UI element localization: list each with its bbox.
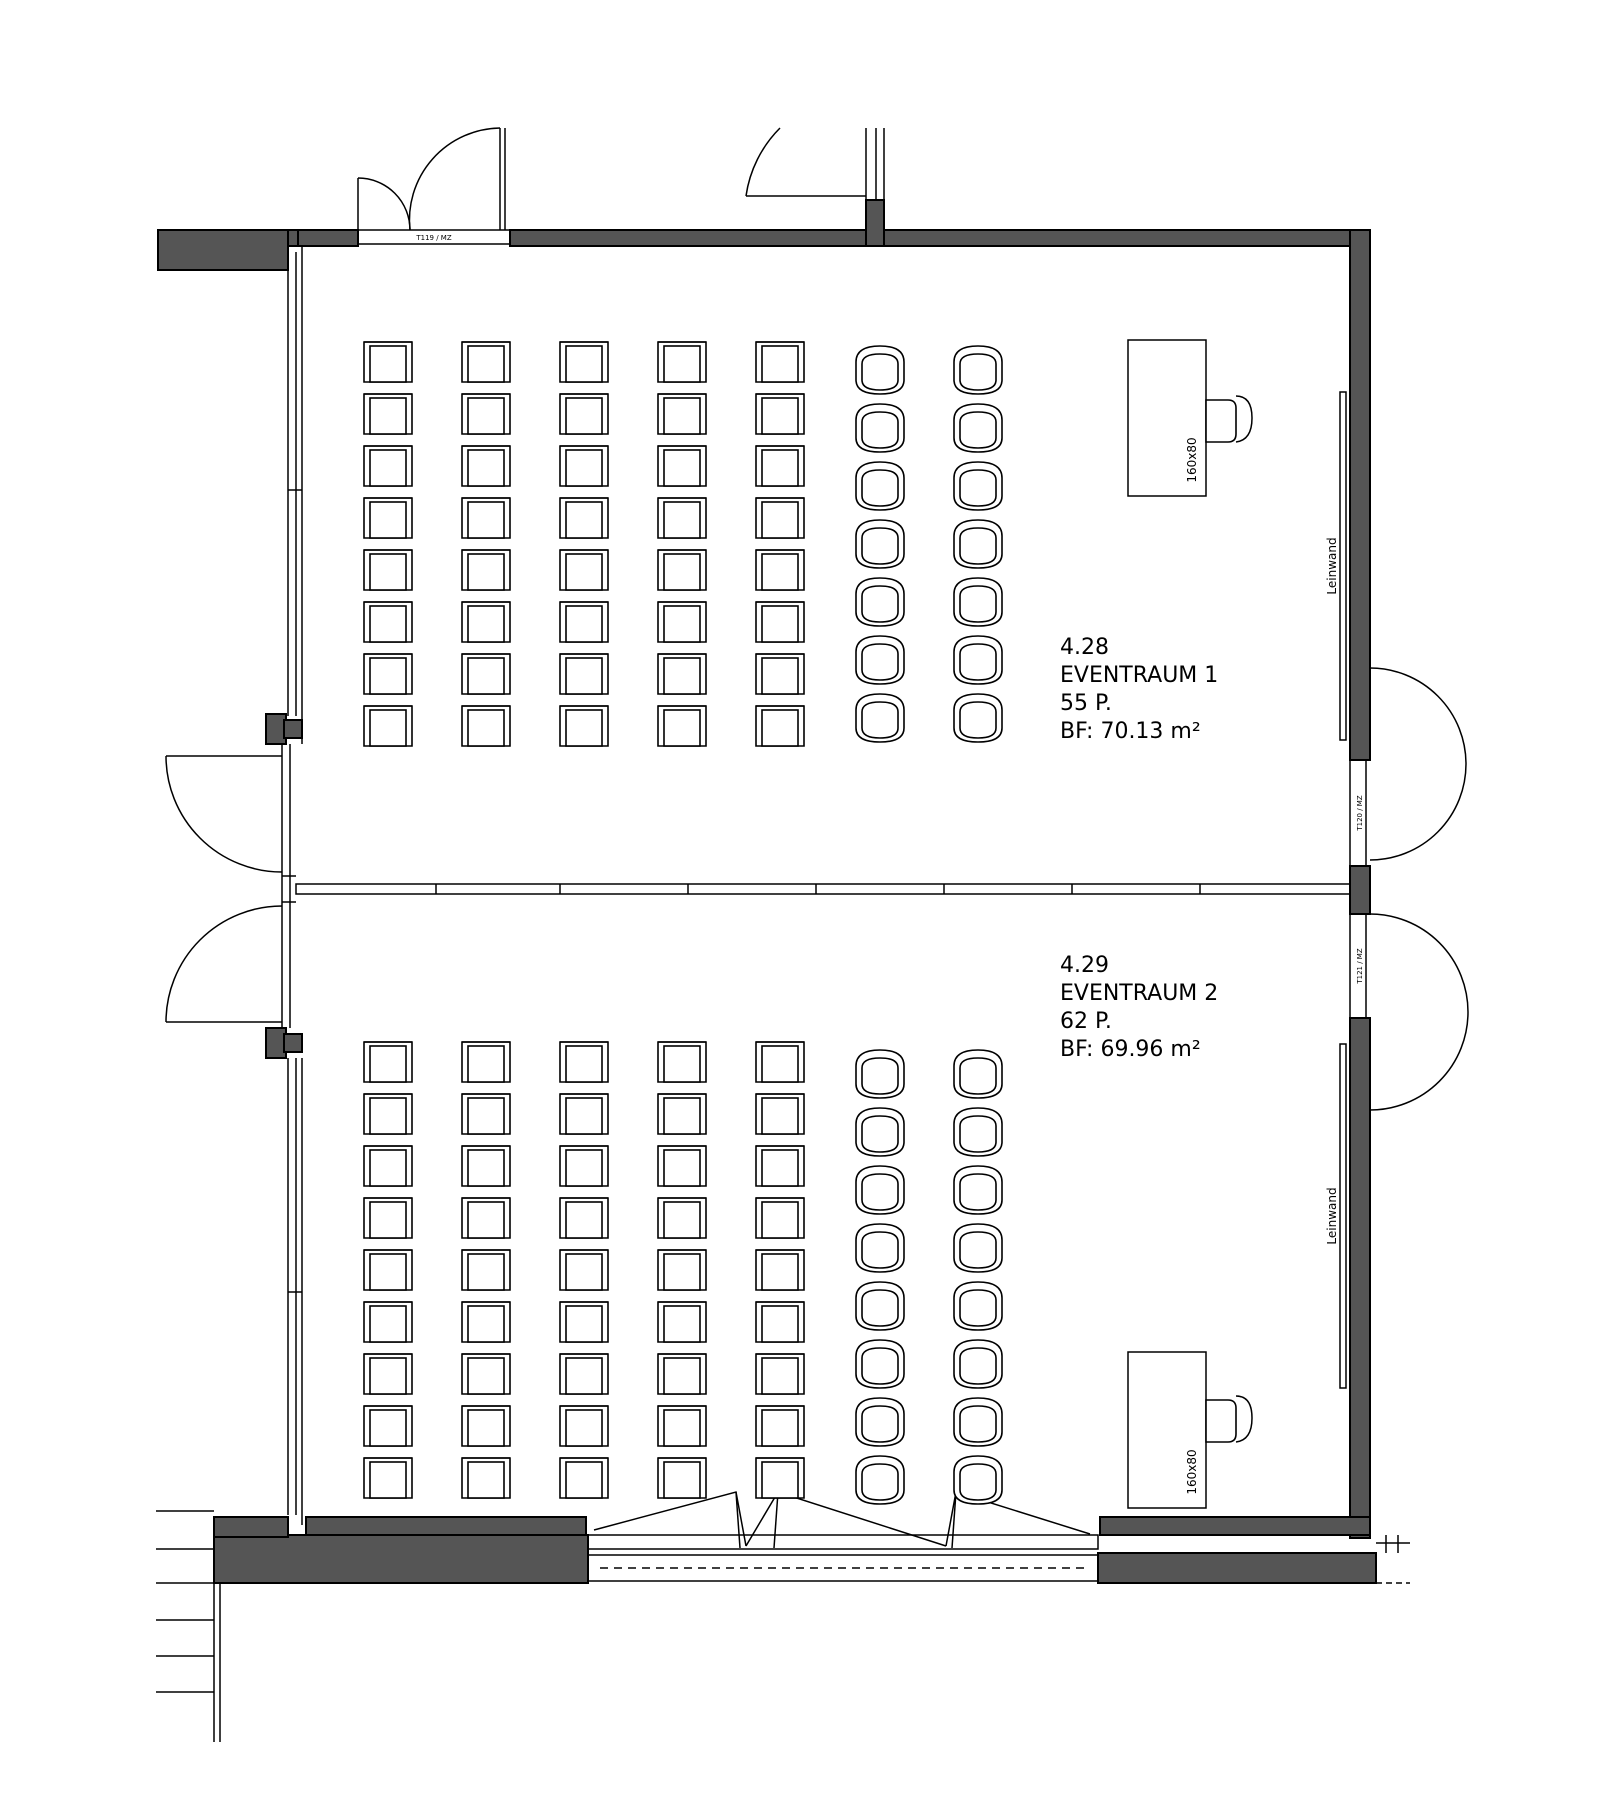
round-chair	[954, 636, 1002, 684]
room-name: EVENTRAUM 1	[1060, 663, 1219, 688]
room-number: 4.29	[1060, 953, 1109, 978]
square-chair	[756, 1250, 804, 1290]
square-chair	[756, 1458, 804, 1498]
desk-room-2	[1128, 1352, 1252, 1508]
door-east-lower-label: T121 / MZ	[1356, 948, 1364, 984]
square-chair	[756, 550, 804, 590]
square-chair	[560, 1146, 608, 1186]
square-chair	[364, 1458, 412, 1498]
square-chair	[364, 446, 412, 486]
round-chair	[856, 636, 904, 684]
square-chair	[756, 342, 804, 382]
square-chair	[364, 342, 412, 382]
round-chair	[856, 1050, 904, 1098]
square-chair	[658, 1094, 706, 1134]
square-chair	[756, 602, 804, 642]
door-west-upper	[166, 756, 282, 872]
square-chair	[658, 1250, 706, 1290]
square-chair	[658, 342, 706, 382]
square-chair	[462, 446, 510, 486]
room-label-2	[1060, 953, 1218, 1062]
square-chair	[756, 394, 804, 434]
square-chair	[462, 550, 510, 590]
square-chair	[364, 1250, 412, 1290]
desk-label-room-1: 160x80	[1185, 437, 1199, 483]
square-chair	[560, 550, 608, 590]
door-west-lower	[166, 906, 282, 1022]
round-chair	[954, 346, 1002, 394]
square-chair	[658, 654, 706, 694]
square-chair	[364, 706, 412, 746]
square-chair	[560, 1458, 608, 1498]
square-chair	[462, 1250, 510, 1290]
square-chair	[364, 1354, 412, 1394]
square-chair	[462, 394, 510, 434]
square-chair	[462, 706, 510, 746]
square-chair	[462, 342, 510, 382]
square-chair	[756, 1094, 804, 1134]
round-chair	[856, 694, 904, 742]
square-chair	[560, 342, 608, 382]
round-chair	[856, 1224, 904, 1272]
square-chair	[462, 1302, 510, 1342]
square-chair	[756, 1042, 804, 1082]
square-chair	[462, 1198, 510, 1238]
square-chair	[364, 1198, 412, 1238]
square-chair	[658, 1354, 706, 1394]
round-chair	[856, 1398, 904, 1446]
square-chair	[756, 498, 804, 538]
round-chair	[954, 694, 1002, 742]
square-chair	[560, 1042, 608, 1082]
round-chair	[856, 462, 904, 510]
square-chair	[560, 394, 608, 434]
round-chair	[954, 1340, 1002, 1388]
square-chair	[462, 654, 510, 694]
square-chair	[462, 1094, 510, 1134]
square-chair	[658, 1146, 706, 1186]
square-chair	[364, 550, 412, 590]
square-chair	[658, 1198, 706, 1238]
square-chair	[462, 498, 510, 538]
screen-room-1	[1325, 392, 1346, 740]
round-chair	[954, 1282, 1002, 1330]
square-chair	[462, 1146, 510, 1186]
square-chair	[658, 1302, 706, 1342]
square-chair	[658, 1458, 706, 1498]
round-chair	[954, 1050, 1002, 1098]
door-east-upper-label: T120 / MZ	[1356, 795, 1364, 831]
square-chair	[462, 1458, 510, 1498]
round-chair	[954, 404, 1002, 452]
square-chair	[560, 602, 608, 642]
square-chair	[364, 654, 412, 694]
desk-label-room-2: 160x80	[1185, 1449, 1199, 1495]
square-chair	[658, 1042, 706, 1082]
square-chair	[658, 446, 706, 486]
round-chair	[954, 578, 1002, 626]
room-number: 4.28	[1060, 635, 1109, 660]
screen-label-room-2: Leinwand	[1325, 1187, 1339, 1245]
round-chair	[954, 1108, 1002, 1156]
square-chair	[560, 654, 608, 694]
square-chair	[560, 1250, 608, 1290]
square-chair	[364, 1094, 412, 1134]
square-chair	[462, 602, 510, 642]
round-chair	[954, 1224, 1002, 1272]
square-chair	[560, 1198, 608, 1238]
round-chair	[856, 346, 904, 394]
square-chair	[364, 1042, 412, 1082]
square-chair	[658, 498, 706, 538]
screen-label-room-1: Leinwand	[1325, 537, 1339, 595]
round-chair	[856, 1340, 904, 1388]
outside-railing-southeast	[1376, 1535, 1410, 1583]
square-chair	[364, 498, 412, 538]
square-chair	[560, 706, 608, 746]
square-chair	[462, 1406, 510, 1446]
square-chair	[364, 394, 412, 434]
round-chair	[954, 520, 1002, 568]
round-chair	[856, 1456, 904, 1504]
square-chair	[364, 1146, 412, 1186]
square-chair	[560, 1094, 608, 1134]
west-glazing	[282, 246, 302, 1525]
square-chair	[658, 394, 706, 434]
square-chair	[756, 1354, 804, 1394]
room-area: BF: 70.13 m²	[1060, 719, 1201, 744]
door-north	[358, 128, 510, 244]
outside-stairs	[156, 1511, 220, 1742]
square-chair	[658, 602, 706, 642]
square-chair	[560, 498, 608, 538]
square-chair	[462, 1354, 510, 1394]
square-chair	[756, 654, 804, 694]
seating	[364, 342, 1002, 1504]
door-north-corridor	[746, 128, 884, 200]
square-chair	[756, 446, 804, 486]
square-chair	[756, 1406, 804, 1446]
round-chair	[856, 1282, 904, 1330]
square-chair	[364, 602, 412, 642]
round-chair	[856, 578, 904, 626]
square-chair	[560, 446, 608, 486]
square-chair	[658, 1406, 706, 1446]
room-capacity: 55 P.	[1060, 691, 1112, 716]
room-area: BF: 69.96 m²	[1060, 1037, 1201, 1062]
desk-room-1	[1128, 340, 1252, 496]
round-chair	[954, 1456, 1002, 1504]
room-partition	[296, 866, 1370, 914]
room-capacity: 62 P.	[1060, 1009, 1112, 1034]
round-chair	[856, 404, 904, 452]
square-chair	[756, 1302, 804, 1342]
square-chair	[560, 1406, 608, 1446]
door-south-folding	[588, 1492, 1098, 1581]
round-chair	[954, 1166, 1002, 1214]
square-chair	[756, 706, 804, 746]
square-chair	[364, 1302, 412, 1342]
square-chair	[560, 1354, 608, 1394]
square-chair	[756, 1146, 804, 1186]
door-north-label: T119 / MZ	[416, 234, 452, 242]
room-label-1	[1060, 635, 1218, 744]
square-chair	[658, 706, 706, 746]
round-chair	[856, 1166, 904, 1214]
screen-room-2	[1325, 1044, 1346, 1388]
round-chair	[954, 462, 1002, 510]
round-chair	[954, 1398, 1002, 1446]
round-chair	[856, 520, 904, 568]
square-chair	[560, 1302, 608, 1342]
square-chair	[756, 1198, 804, 1238]
square-chair	[658, 550, 706, 590]
room-name: EVENTRAUM 2	[1060, 981, 1219, 1006]
square-chair	[364, 1406, 412, 1446]
round-chair	[856, 1108, 904, 1156]
square-chair	[462, 1042, 510, 1082]
